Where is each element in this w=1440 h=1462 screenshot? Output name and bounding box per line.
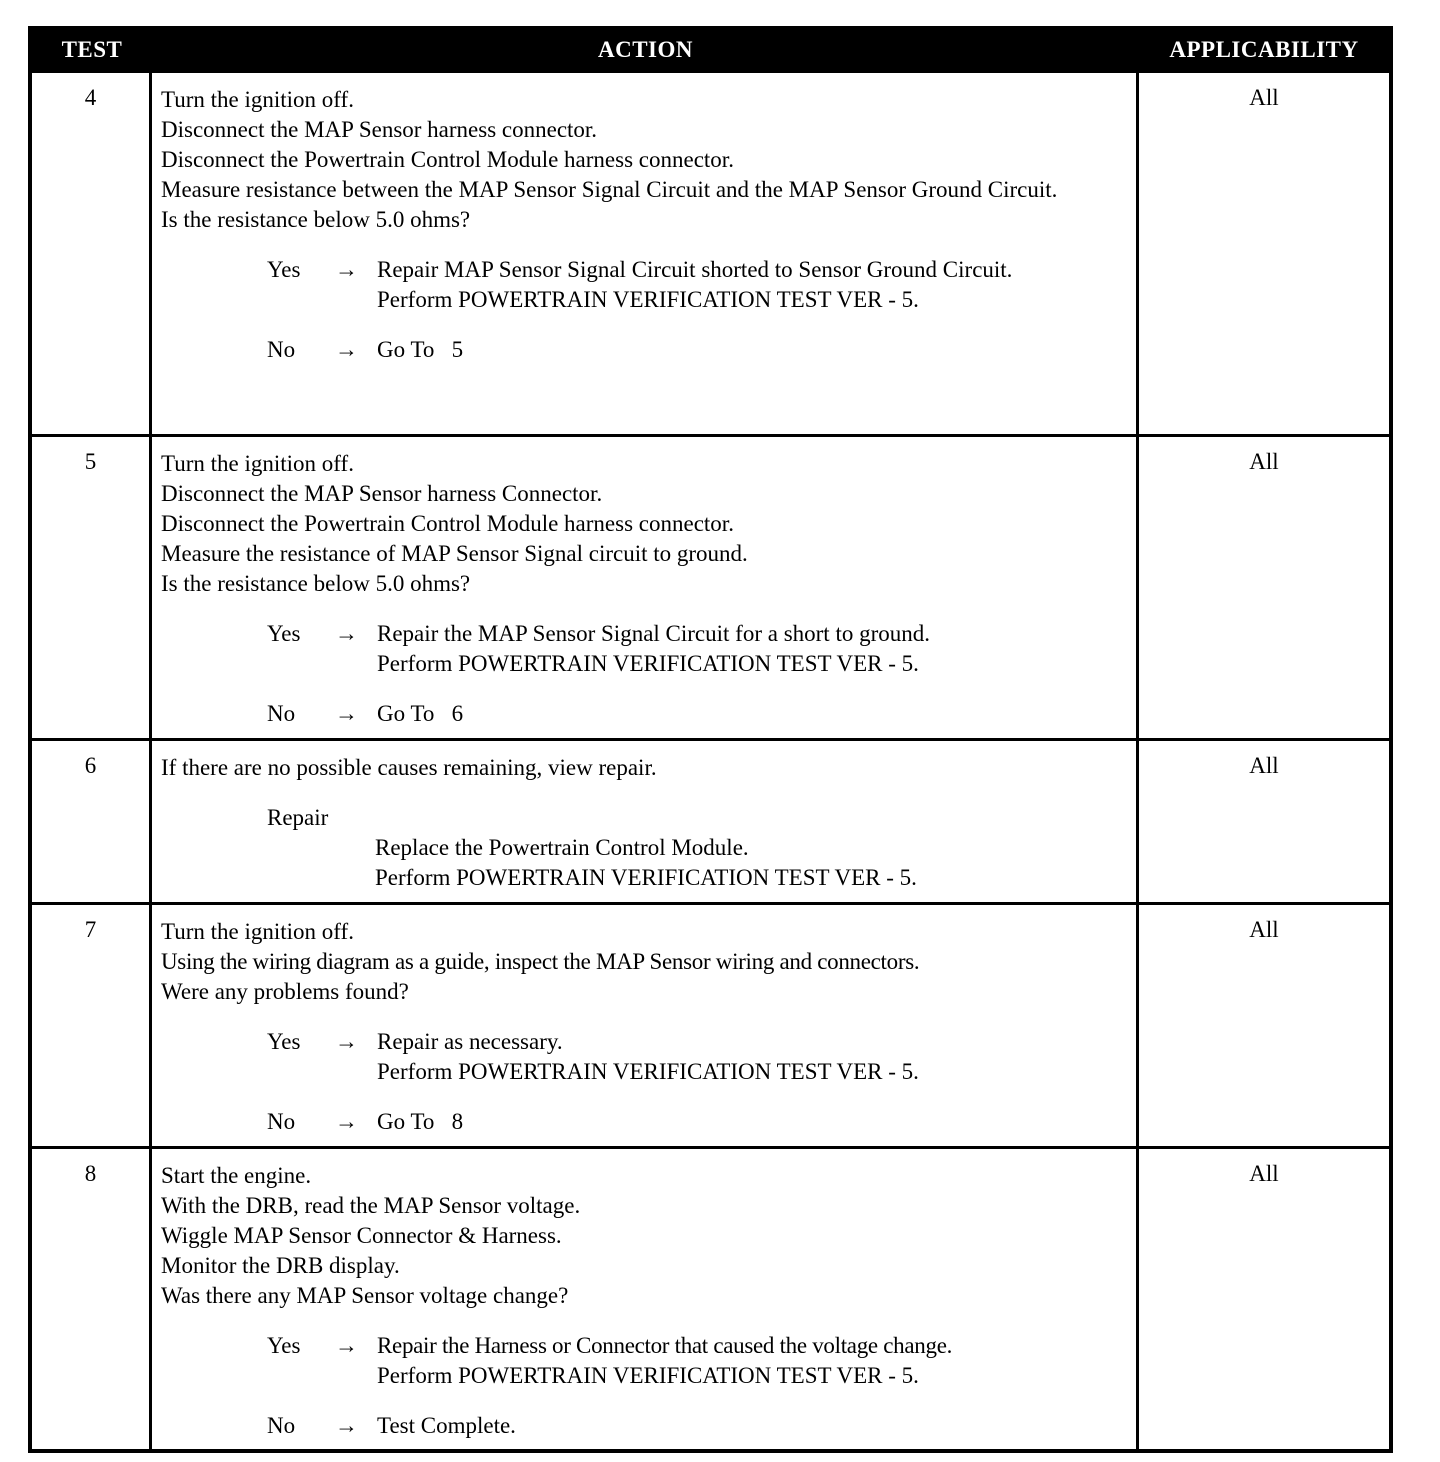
result-line: Repair as necessary. <box>377 1029 563 1054</box>
action-line: Is the resistance below 5.0 ohms? <box>161 571 471 596</box>
test-number: 4 <box>32 73 152 434</box>
action-line: Were any problems found? <box>161 979 409 1004</box>
result-line: Repair the Harness or Connector that caused the voltage change. <box>377 1333 953 1358</box>
action-cell <box>152 73 1139 434</box>
action-line: Monitor the DRB display. <box>161 1253 400 1278</box>
action-line: Disconnect the Powertrain Control Module harness connector. <box>161 511 734 536</box>
header-action: ACTION <box>597 37 693 62</box>
yes-outcome <box>161 255 1128 315</box>
action-cell <box>152 437 1139 738</box>
action-line: If there are no possible causes remaining, view repair. <box>161 755 657 780</box>
test-number: 8 <box>32 1149 152 1449</box>
repair-result <box>267 833 1128 893</box>
applicability-value: All <box>1249 753 1279 778</box>
action-line: Measure the resistance of MAP Sensor Signal circuit to ground. <box>161 541 748 566</box>
yes-outcome <box>161 619 1128 679</box>
action-line: Turn the ignition off. <box>161 87 354 112</box>
action-line: Measure resistance between the MAP Sensor Signal Circuit and the MAP Sensor Ground Circuit. <box>161 177 1058 202</box>
yes-result <box>377 1331 1128 1391</box>
table-row <box>32 434 1389 738</box>
no-outcome <box>161 1107 1128 1137</box>
yes-label: Yes <box>267 1333 301 1358</box>
result-line: Perform POWERTRAIN VERIFICATION TEST VER - 5. <box>377 1059 919 1084</box>
no-outcome <box>161 335 1128 365</box>
repair-outcome <box>161 803 1128 893</box>
action-cell <box>152 1149 1139 1449</box>
action-line: Turn the ignition off. <box>161 919 354 944</box>
action-line: Using the wiring diagram as a guide, inspect the MAP Sensor wiring and connectors. <box>161 949 920 974</box>
arrow-icon: → <box>335 1413 358 1438</box>
table-row <box>32 70 1389 434</box>
yes-label: Yes <box>267 1029 301 1054</box>
result-line: Perform POWERTRAIN VERIFICATION TEST VER - 5. <box>377 1363 919 1388</box>
yes-outcome <box>161 1027 1128 1087</box>
arrow-icon: → <box>335 701 358 726</box>
no-result: Go To 8 <box>377 1109 464 1134</box>
test-number: 7 <box>32 905 152 1146</box>
yes-label: Yes <box>267 257 301 282</box>
applicability-value: All <box>1249 1161 1279 1186</box>
table-row <box>32 902 1389 1146</box>
action-line: Turn the ignition off. <box>161 451 354 476</box>
action-cell <box>152 741 1139 902</box>
table-row <box>32 1146 1389 1449</box>
action-cell <box>152 905 1139 1146</box>
test-number: 6 <box>32 741 152 902</box>
no-result: Go To 6 <box>377 701 464 726</box>
no-label: No <box>267 1413 296 1438</box>
no-result: Go To 5 <box>377 337 464 362</box>
no-label: No <box>267 337 296 362</box>
no-outcome <box>161 1411 1128 1441</box>
header-applicability: APPLICABILITY <box>1169 37 1359 62</box>
repair-label: Repair <box>267 805 329 830</box>
action-line: Start the engine. <box>161 1163 312 1188</box>
result-line: Perform POWERTRAIN VERIFICATION TEST VER - 5. <box>377 651 919 676</box>
action-line: Wiggle MAP Sensor Connector & Harness. <box>161 1223 562 1248</box>
yes-outcome <box>161 1331 1128 1391</box>
yes-result <box>377 1027 1128 1087</box>
table-header <box>32 30 1389 70</box>
arrow-icon: → <box>335 1109 358 1134</box>
no-label: No <box>267 701 296 726</box>
header-test: TEST <box>61 37 123 62</box>
action-line: Disconnect the Powertrain Control Module harness connector. <box>161 147 734 172</box>
applicability-value: All <box>1249 917 1279 942</box>
arrow-icon: → <box>335 337 358 362</box>
test-number: 5 <box>32 437 152 738</box>
result-line: Repair MAP Sensor Signal Circuit shorted to Sensor Ground Circuit. <box>377 257 1013 282</box>
action-line: With the DRB, read the MAP Sensor voltage. <box>161 1193 581 1218</box>
yes-result <box>377 619 1128 679</box>
result-line: Replace the Powertrain Control Module. <box>375 835 749 860</box>
no-label: No <box>267 1109 296 1134</box>
table-row <box>32 738 1389 902</box>
arrow-icon: → <box>335 257 358 282</box>
no-outcome <box>161 699 1128 729</box>
diagnostic-table <box>28 26 1393 1453</box>
result-line: Perform POWERTRAIN VERIFICATION TEST VER - 5. <box>377 287 919 312</box>
result-line: Perform POWERTRAIN VERIFICATION TEST VER - 5. <box>375 865 917 890</box>
result-line: Repair the MAP Sensor Signal Circuit for a short to ground. <box>377 621 930 646</box>
applicability-value: All <box>1249 85 1279 110</box>
yes-label: Yes <box>267 621 301 646</box>
arrow-icon: → <box>335 1333 358 1358</box>
action-line: Was there any MAP Sensor voltage change? <box>161 1283 569 1308</box>
applicability-value: All <box>1249 449 1279 474</box>
arrow-icon: → <box>335 1029 358 1054</box>
arrow-icon: → <box>335 621 358 646</box>
no-result: Test Complete. <box>377 1413 516 1438</box>
action-line: Is the resistance below 5.0 ohms? <box>161 207 471 232</box>
action-line: Disconnect the MAP Sensor harness Connector. <box>161 481 603 506</box>
yes-result <box>377 255 1128 315</box>
action-line: Disconnect the MAP Sensor harness connector. <box>161 117 598 142</box>
